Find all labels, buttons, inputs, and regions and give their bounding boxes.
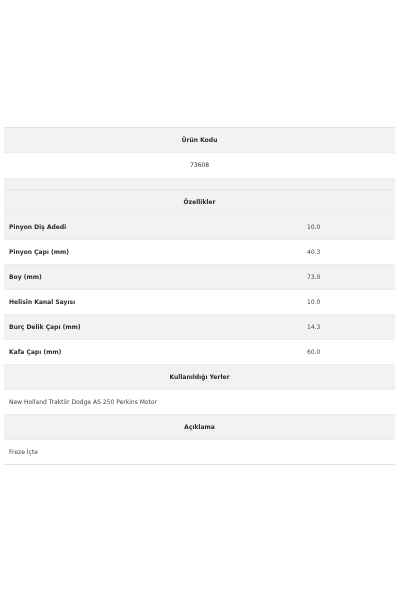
property-value: 40.3: [307, 248, 321, 256]
property-label: Pinyon Çapı (mm): [9, 248, 69, 256]
product-spec-table: [4, 127, 395, 465]
properties-header-label: Özellikler: [183, 198, 216, 206]
product-code-header: [4, 128, 395, 153]
product-code-value-row: [4, 153, 395, 179]
product-code-value: 73608: [189, 162, 210, 169]
usage-header: [4, 365, 395, 390]
properties-header: [4, 190, 395, 215]
property-label: Boy (mm): [9, 273, 42, 281]
property-value: 73.0: [307, 273, 321, 281]
description-header: [4, 415, 395, 440]
property-label: Pinyon Diş Adedi: [9, 223, 67, 231]
usage-header-label: Kullanıldığı Yerler: [169, 373, 230, 381]
property-row-helix-grooves: [4, 290, 395, 315]
description-value-row: [4, 440, 395, 464]
description-header-label: Açıklama: [184, 423, 215, 431]
property-value: 14.3: [307, 323, 321, 331]
usage-value: New Holland Traktör Dodge AS 250 Perkins Motor: [9, 398, 158, 406]
description-value: Freze İçte: [9, 448, 38, 456]
product-code-header-label: Ürün Kodu: [181, 136, 218, 144]
property-value: 60.0: [307, 348, 321, 356]
property-value: 10.0: [307, 223, 321, 231]
property-row-length: [4, 265, 395, 290]
property-row-gear-diameter: [4, 240, 395, 265]
section-spacer: [4, 179, 395, 190]
property-value: 10.0: [307, 298, 321, 306]
property-row-gear-teeth: [4, 215, 395, 240]
property-label: Kafa Çapı (mm): [9, 348, 62, 356]
property-label: Helisin Kanal Sayısı: [9, 298, 76, 306]
property-row-head-diameter: [4, 340, 395, 365]
property-row-bushing-bore: [4, 315, 395, 340]
usage-value-row: [4, 390, 395, 415]
property-label: Burç Delik Çapı (mm): [9, 323, 81, 331]
